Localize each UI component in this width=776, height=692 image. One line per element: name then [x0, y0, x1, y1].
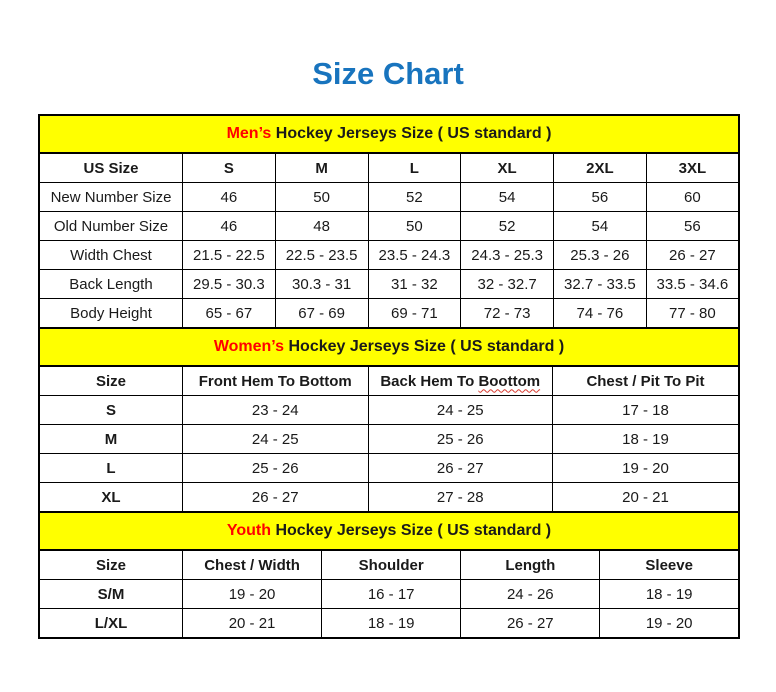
column-header-cell: L	[368, 153, 461, 183]
size-value-cell: 56	[554, 183, 647, 212]
size-value-cell: 26 - 27	[368, 454, 552, 483]
size-value-cell: 46	[183, 212, 276, 241]
size-value-cell: 56	[646, 212, 739, 241]
size-value-cell: 19 - 20	[600, 609, 739, 639]
size-value-cell: 18 - 19	[600, 580, 739, 609]
size-value-cell: 25 - 26	[368, 425, 552, 454]
banner-accent-text: Women’s	[213, 338, 285, 355]
row-label-cell: Back Length	[39, 270, 183, 299]
table-row	[39, 183, 739, 212]
table-row	[39, 270, 739, 299]
size-value-cell: 24 - 25	[368, 396, 552, 425]
size-value-cell: 67 - 69	[275, 299, 368, 329]
column-header-cell: Size	[39, 366, 183, 396]
size-value-cell: 72 - 73	[461, 299, 554, 329]
table-banner-youth	[39, 512, 739, 550]
size-value-cell: 19 - 20	[183, 580, 322, 609]
row-label-cell: L/XL	[39, 609, 183, 639]
banner-accent-text: Men’s	[226, 125, 272, 142]
size-value-cell: 24.3 - 25.3	[461, 241, 554, 270]
size-value-cell: 77 - 80	[646, 299, 739, 329]
header-text: Back Hem To	[380, 372, 479, 390]
column-header-cell: M	[275, 153, 368, 183]
size-value-cell: 24 - 26	[461, 580, 600, 609]
misspelled-word-squiggle: Boottom	[478, 372, 541, 390]
column-header-cell: Length	[461, 550, 600, 580]
size-value-cell: 18 - 19	[552, 425, 739, 454]
size-value-cell: 31 - 32	[368, 270, 461, 299]
column-header-cell: S	[183, 153, 276, 183]
row-label-cell: S/M	[39, 580, 183, 609]
banner-accent-text: Youth	[226, 522, 271, 539]
size-value-cell: 25.3 - 26	[554, 241, 647, 270]
row-label-cell: Body Height	[39, 299, 183, 329]
size-value-cell: 19 - 20	[552, 454, 739, 483]
size-value-cell: 18 - 19	[322, 609, 461, 639]
size-value-cell: 20 - 21	[183, 609, 322, 639]
banner-rest-text: Hockey Jerseys Size ( US standard )	[271, 125, 552, 142]
size-value-cell: 29.5 - 30.3	[183, 270, 276, 299]
column-header-cell: Front Hem To Bottom	[183, 366, 369, 396]
size-table-womens	[38, 327, 740, 513]
size-value-cell: 54	[461, 183, 554, 212]
size-value-cell: 32 - 32.7	[461, 270, 554, 299]
table-row	[39, 299, 739, 329]
row-label-cell: New Number Size	[39, 183, 183, 212]
table-banner-womens	[39, 328, 739, 366]
size-value-cell: 50	[368, 212, 461, 241]
size-value-cell: 26 - 27	[461, 609, 600, 639]
column-header-cell: XL	[461, 153, 554, 183]
table-row	[39, 609, 739, 639]
size-chart-tables	[38, 114, 740, 639]
size-value-cell: 27 - 28	[368, 483, 552, 513]
size-value-cell: 50	[275, 183, 368, 212]
size-value-cell: 21.5 - 22.5	[183, 241, 276, 270]
table-row	[39, 454, 739, 483]
size-value-cell: 20 - 21	[552, 483, 739, 513]
table-row	[39, 425, 739, 454]
row-label-cell: S	[39, 396, 183, 425]
table-row	[39, 580, 739, 609]
size-value-cell: 46	[183, 183, 276, 212]
table-banner-mens	[39, 115, 739, 153]
table-row	[39, 396, 739, 425]
size-table-mens	[38, 114, 740, 329]
column-header-cell: Size	[39, 550, 183, 580]
size-value-cell: 65 - 67	[183, 299, 276, 329]
size-value-cell: 26 - 27	[183, 483, 369, 513]
size-value-cell: 52	[461, 212, 554, 241]
size-value-cell: 25 - 26	[183, 454, 369, 483]
table-row	[39, 483, 739, 513]
row-label-cell: Width Chest	[39, 241, 183, 270]
page-title: Size Chart	[312, 56, 464, 91]
size-value-cell: 60	[646, 183, 739, 212]
banner-rest-text: Hockey Jerseys Size ( US standard )	[284, 338, 565, 355]
column-header-cell: Sleeve	[600, 550, 739, 580]
size-value-cell: 48	[275, 212, 368, 241]
banner-rest-text: Hockey Jerseys Size ( US standard )	[271, 522, 552, 539]
size-value-cell: 24 - 25	[183, 425, 369, 454]
size-value-cell: 33.5 - 34.6	[646, 270, 739, 299]
size-value-cell: 22.5 - 23.5	[275, 241, 368, 270]
row-label-cell: XL	[39, 483, 183, 513]
size-value-cell: 69 - 71	[368, 299, 461, 329]
size-value-cell: 30.3 - 31	[275, 270, 368, 299]
size-value-cell: 52	[368, 183, 461, 212]
size-value-cell: 32.7 - 33.5	[554, 270, 647, 299]
table-row	[39, 241, 739, 270]
column-header-cell: 2XL	[554, 153, 647, 183]
column-header-cell: 3XL	[646, 153, 739, 183]
column-header-cell: Shoulder	[322, 550, 461, 580]
row-label-cell: M	[39, 425, 183, 454]
table-row	[39, 212, 739, 241]
row-label-cell: Old Number Size	[39, 212, 183, 241]
column-header-cell: US Size	[39, 153, 183, 183]
column-header-cell: Chest / Width	[183, 550, 322, 580]
size-value-cell: 17 - 18	[552, 396, 739, 425]
row-label-cell: L	[39, 454, 183, 483]
size-value-cell: 26 - 27	[646, 241, 739, 270]
column-header-cell	[368, 366, 552, 396]
column-header-cell: Chest / Pit To Pit	[552, 366, 739, 396]
size-value-cell: 74 - 76	[554, 299, 647, 329]
size-table-youth	[38, 511, 740, 639]
size-value-cell: 16 - 17	[322, 580, 461, 609]
size-value-cell: 54	[554, 212, 647, 241]
size-value-cell: 23 - 24	[183, 396, 369, 425]
size-value-cell: 23.5 - 24.3	[368, 241, 461, 270]
